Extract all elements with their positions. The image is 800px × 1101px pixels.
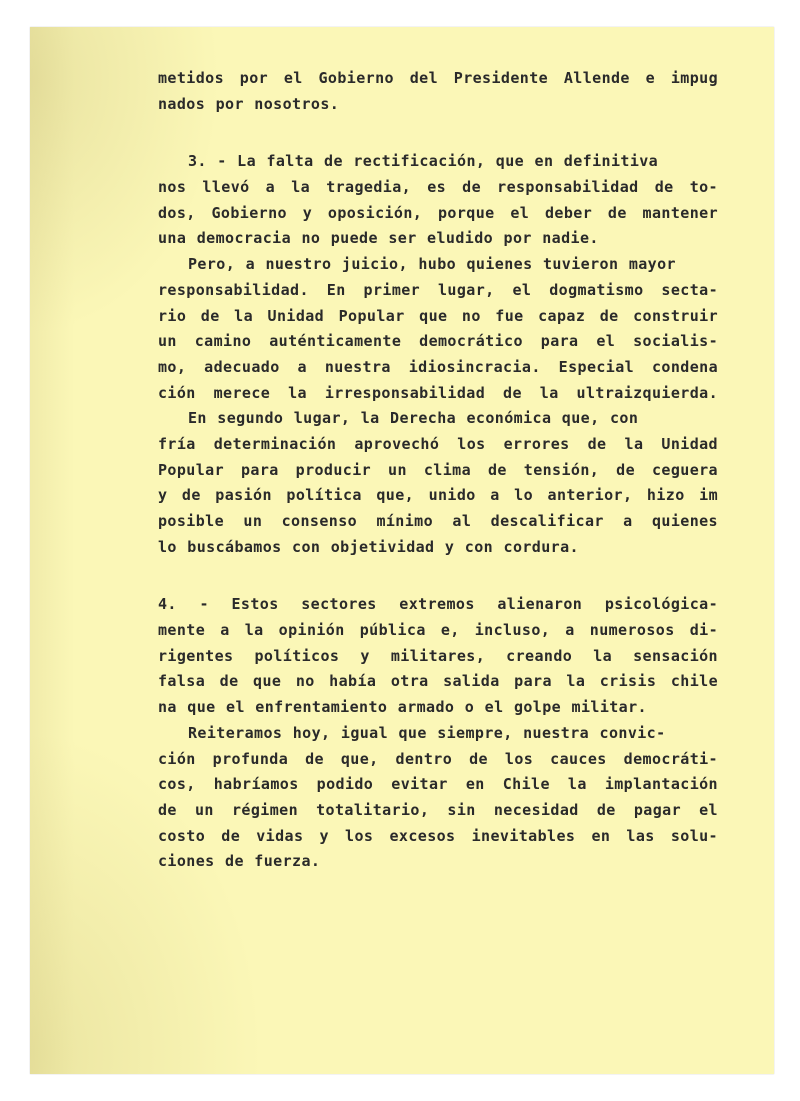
text-line: falsa de que no había otra salida para la crisis chile — [158, 672, 718, 691]
text-line: Reiteramos hoy, igual que siempre, nuestra convic- — [188, 723, 666, 742]
text-line: dos, Gobierno y oposición, porque el deber de mantener — [158, 203, 718, 222]
document-body — [158, 66, 718, 875]
text-line: posible un consenso mínimo al descalificar a quienes — [158, 512, 718, 530]
text-line: costo de vidas y los excesos inevitables en las solu- — [158, 826, 718, 845]
text-line: Popular para producir un clima de tensión, de ceguera — [158, 460, 718, 479]
text-line: lo buscábamos con objetividad y con cordura. — [158, 537, 579, 556]
text-line: na que el enfrentamiento armado o el golpe militar. — [158, 698, 647, 717]
text-line: ción profunda de que, dentro de los cauces democráti- — [158, 749, 718, 768]
text-line: ciones de fuerza. — [158, 852, 321, 871]
text-line: responsabilidad. En primer lugar, el dogmatismo secta- — [158, 280, 718, 299]
text-line: Pero, a nuestro juicio, hubo quienes tuvieron mayor — [188, 255, 676, 274]
text-line: mente a la opinión pública e, incluso, a numerosos di- — [158, 621, 718, 640]
text-line: una democracia no puede ser eludido por nadie. — [158, 229, 599, 248]
text-line: y de pasión política que, unido a lo anterior, hizo im — [158, 486, 718, 505]
text-line: de un régimen totalitario, sin necesidad de pagar el — [158, 800, 718, 819]
text-line: rio de la Unidad Popular que no fue capaz de construir — [158, 306, 718, 325]
text-line: metidos por el Gobierno del Presidente Allende e impug — [158, 69, 718, 87]
text-line: ción merece la irresponsabilidad de la ultraizquierda. — [158, 383, 718, 402]
text-line: nados por nosotros. — [158, 94, 340, 113]
section-4-heading-line: 4. - Estos sectores extremos alienaron psicológica- — [158, 595, 718, 614]
text-line: rigentes políticos y militares, creando la sensación — [158, 646, 718, 665]
text-line: mo, adecuado a nuestra idiosincracia. Especial condena — [158, 357, 718, 376]
text-line: nos llevó a la tragedia, es de responsabilidad de to- — [158, 178, 718, 197]
text-line: fría determinación aprovechó los errores de la Unidad — [158, 434, 718, 453]
section-3-heading-line: 3. - La falta de rectificación, que en definitiva — [188, 152, 659, 171]
text-line: cos, habríamos podido evitar en Chile la implantación — [158, 775, 718, 794]
text-line: En segundo lugar, la Derecha económica que, con — [188, 409, 639, 428]
text-line: un camino auténticamente democrático para el socialis- — [158, 332, 718, 351]
